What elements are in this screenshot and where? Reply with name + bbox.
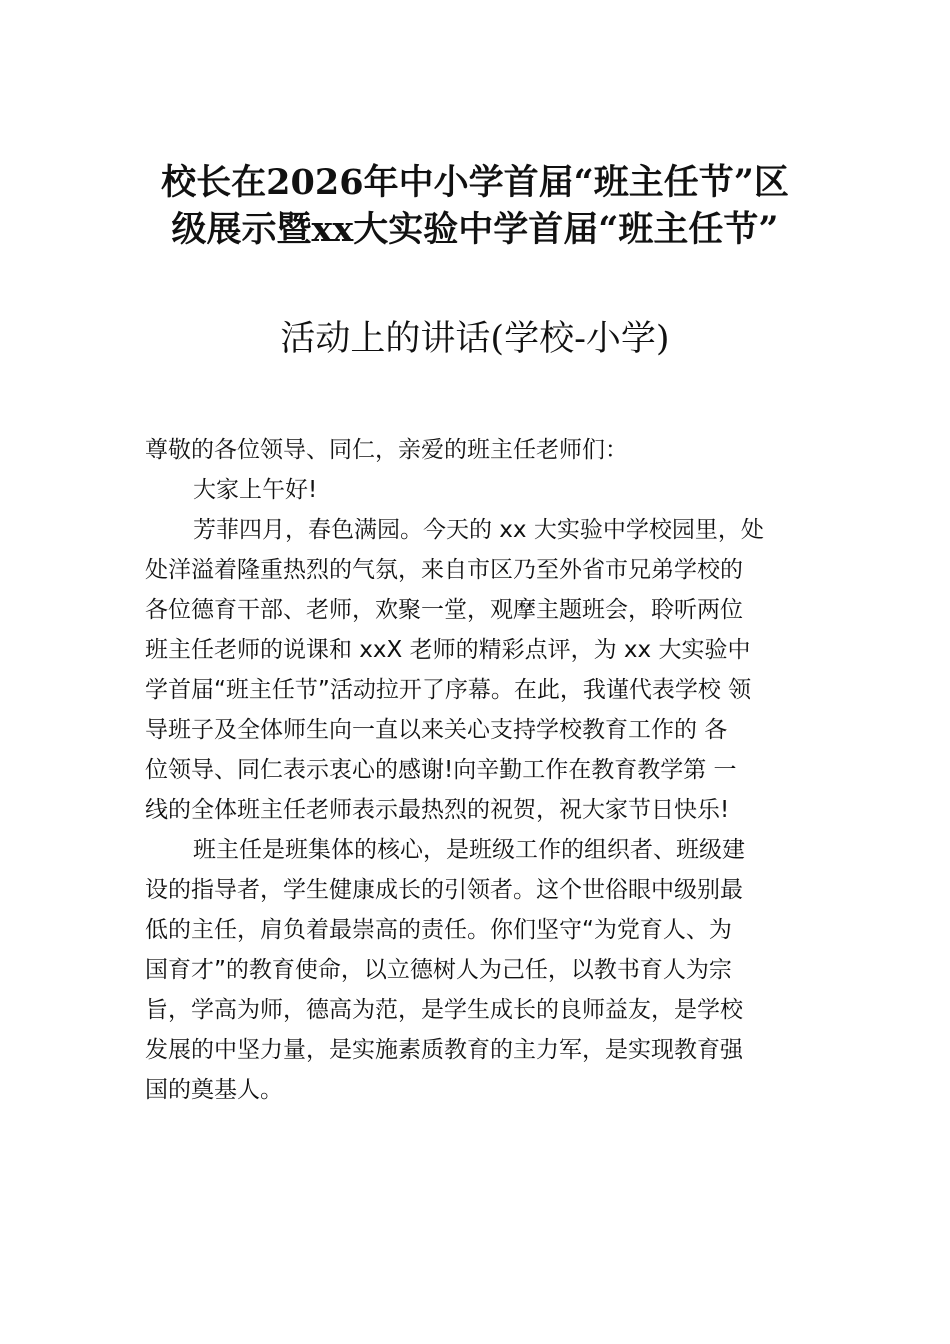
document-title-line-1: 校长在2026年中小学首届“班主任节”区 xyxy=(161,162,789,203)
paragraph-1 xyxy=(145,510,825,830)
paragraph-1-line: 处洋溢着隆重热烈的气氛，来自市区乃至外省市兄弟学校的 xyxy=(145,557,743,583)
paragraph-2-line: 设的指导者，学生健康成长的引领者。这个世俗眼中级别最 xyxy=(145,877,743,903)
paragraph-1-line: 班主任老师的说课和 xxX 老师的精彩点评，为 xx 大实验中 xyxy=(145,637,751,663)
paragraph-2-line: 国育才”的教育使命，以立德树人为己任，以教书育人为宗 xyxy=(145,957,732,983)
paragraph-2-line: 国的奠基人。 xyxy=(145,1077,283,1103)
paragraph-2-line: 低的主任，肩负着最崇高的责任。你们坚守“为党育人、为 xyxy=(145,917,732,943)
greeting: 大家上午好! xyxy=(193,477,318,503)
paragraph-2 xyxy=(145,830,825,1110)
paragraph-2-line: 班主任是班集体的核心，是班级工作的组织者、班级建 xyxy=(193,837,745,863)
paragraph-1-line: 线的全体班主任老师表示最热烈的祝贺，祝大家节日快乐! xyxy=(145,797,730,823)
paragraph-1-line: 位领导、同仁表示衷心的感谢!向辛勤工作在教育教学第 一 xyxy=(145,757,737,783)
paragraph-1-line: 导班子及全体师生向一直以来关心支持学校教育工作的 各 xyxy=(145,717,728,743)
salutation: 尊敬的各位领导、同仁，亲爱的班主任老师们： xyxy=(145,437,628,463)
paragraph-1-line: 学首届“班主任节”活动拉开了序幕。在此，我谨代表学校 领 xyxy=(145,677,752,703)
document-title-line-3: 活动上的讲话(学校-小学) xyxy=(280,319,670,359)
document-title-line-2: 级展示暨xx大实验中学首届“班主任节” xyxy=(171,209,779,250)
paragraph-1-line: 芳菲四月，春色满园。今天的 xx 大实验中学校园里，处 xyxy=(193,517,764,543)
paragraph-2-line: 发展的中坚力量，是实施素质教育的主力军，是实现教育强 xyxy=(145,1037,743,1063)
document-body xyxy=(145,430,825,1110)
paragraph-2-line: 旨，学高为师，德高为范，是学生成长的良师益友，是学校 xyxy=(145,997,743,1023)
paragraph-1-line: 各位德育干部、老师，欢聚一堂，观摩主题班会，聆听两位 xyxy=(145,597,743,623)
